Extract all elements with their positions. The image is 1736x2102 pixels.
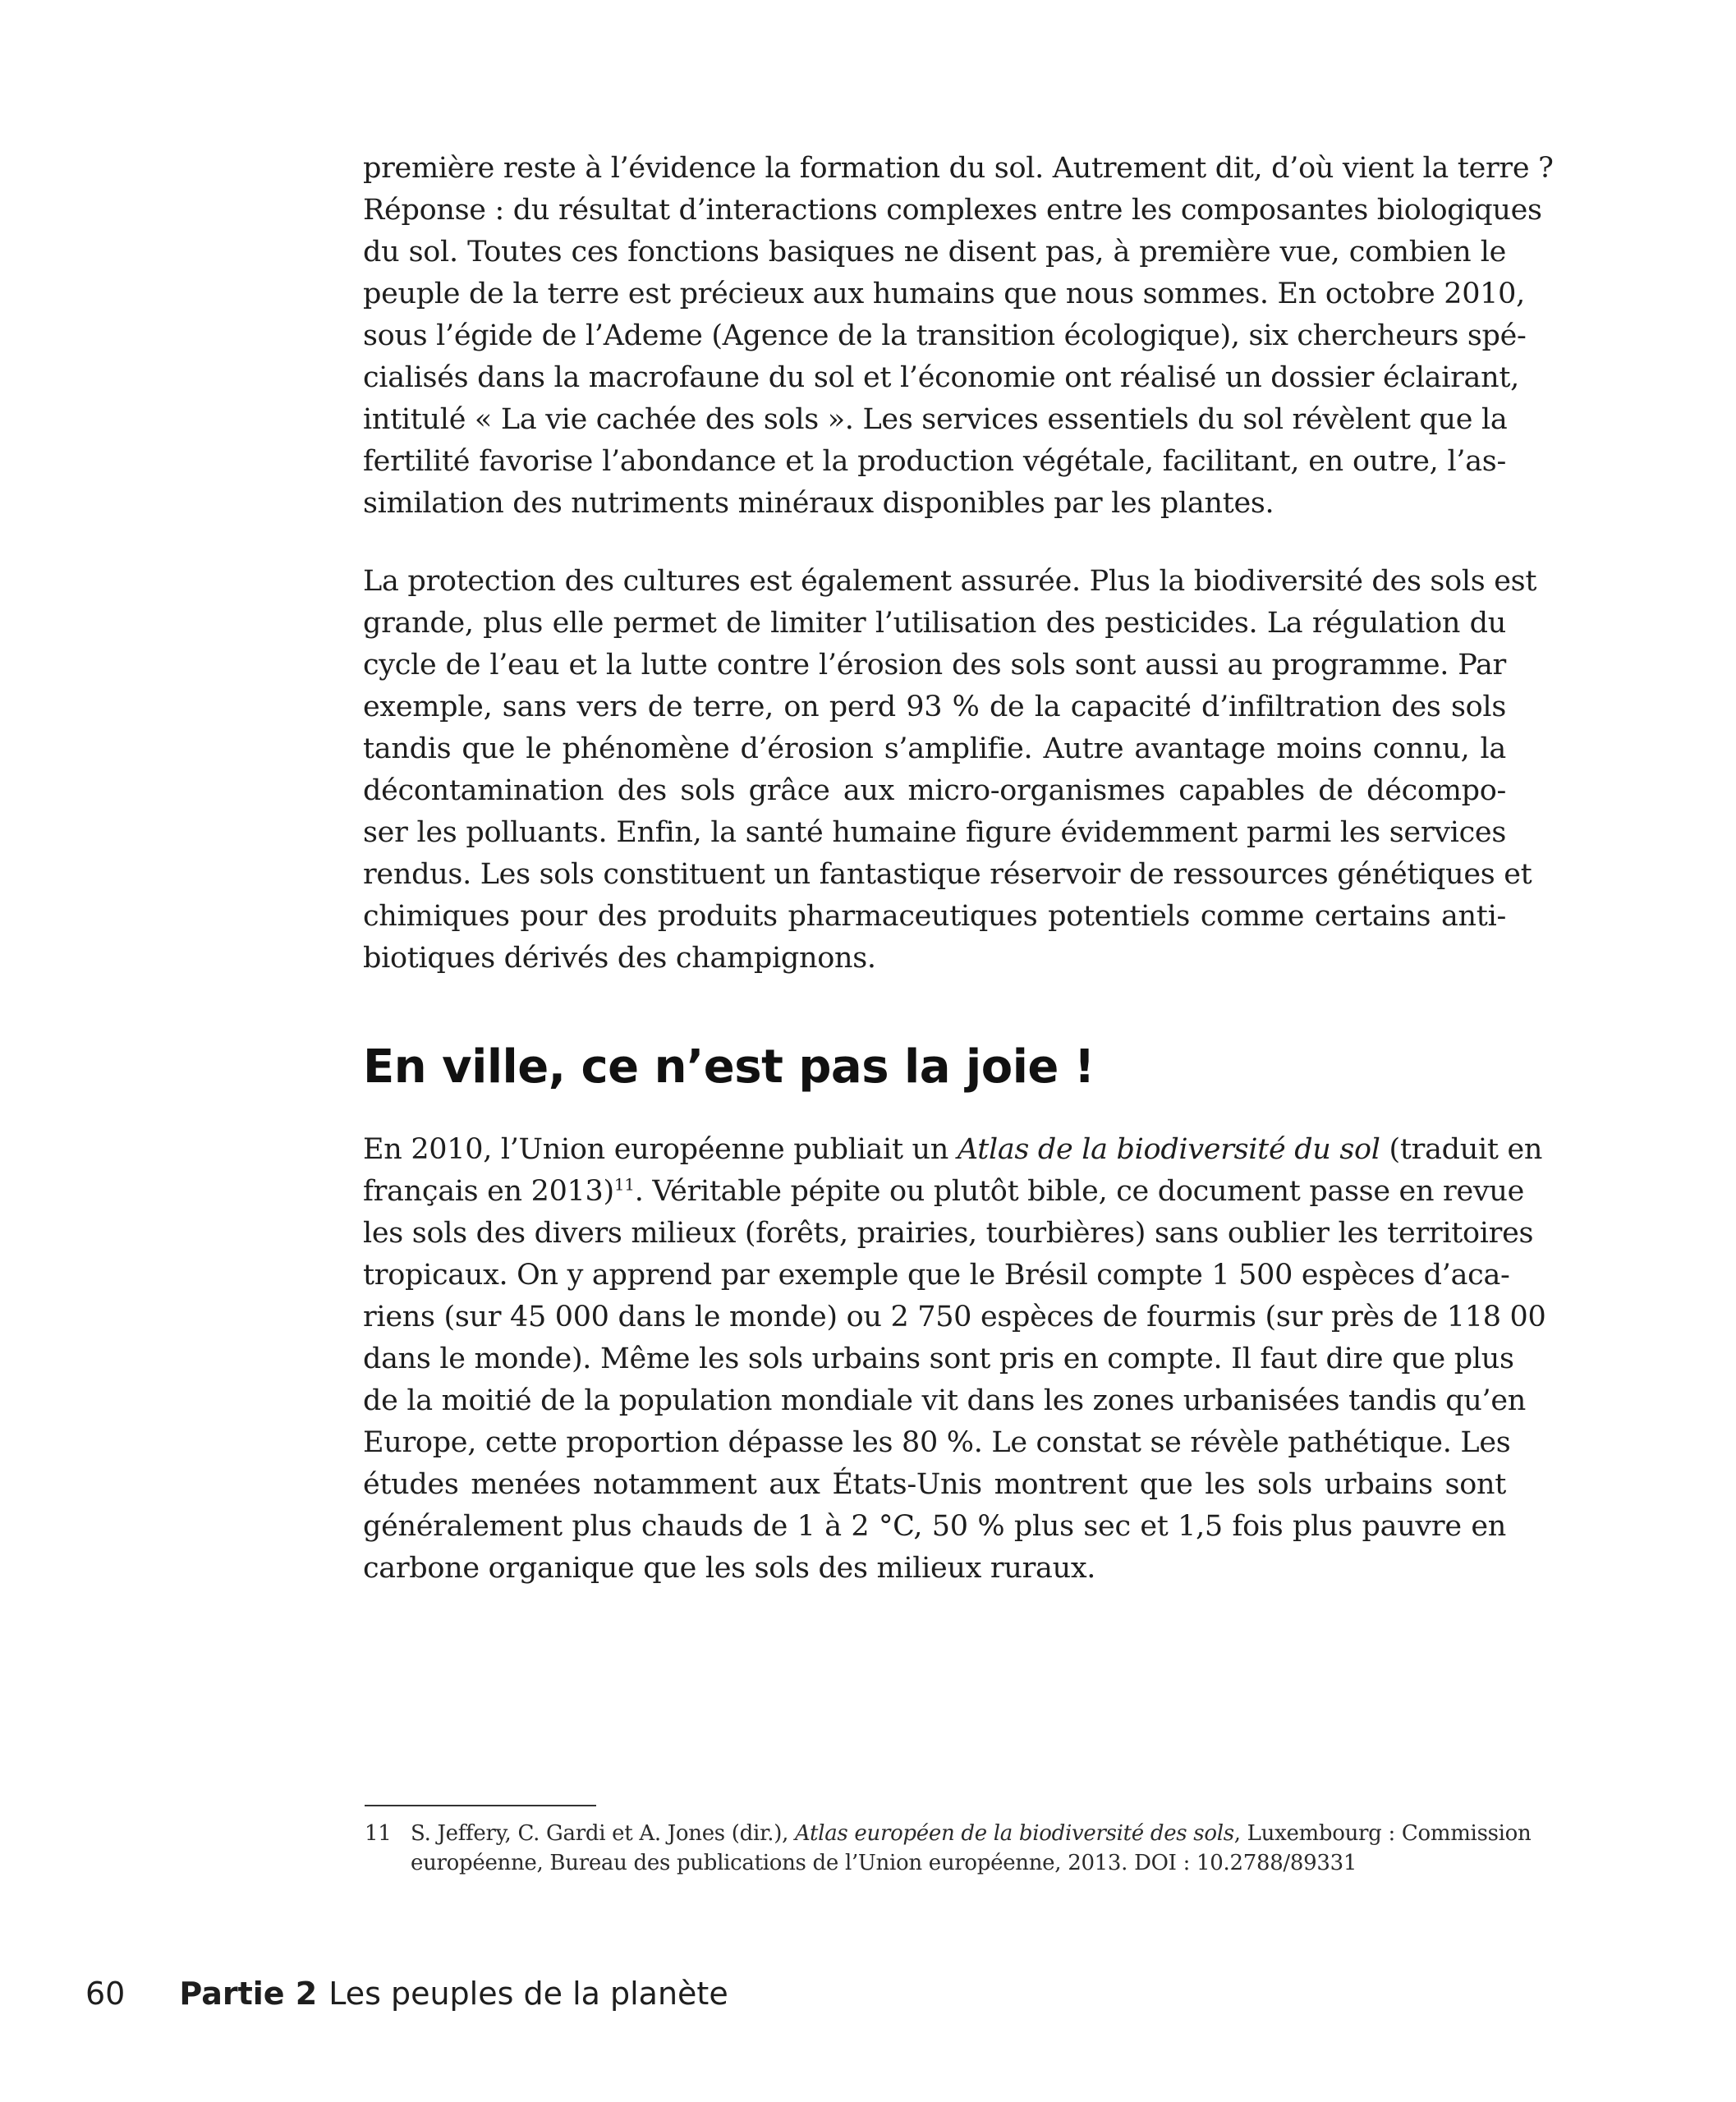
section-heading: En ville, ce n’est pas la joie !: [363, 1040, 1095, 1094]
text-line: cycle de l’eau et la lutte contre l’érosion des sols sont aussi au programme. Par: [363, 649, 1506, 682]
text-line: La protection des cultures est également assurée. Plus la biodiversité des sols est: [363, 565, 1537, 598]
text-run: S. Jeffery, C. Gardi et A. Jones (dir.),: [411, 1821, 796, 1846]
text-line: riens (sur 45 000 dans le monde) ou 2 750 espèces de fourmis (sur près de 118 00: [363, 1301, 1546, 1333]
text-run: (traduit en: [1380, 1133, 1543, 1166]
text-line: cialisés dans la macrofaune du sol et l’économie ont réalisé un dossier éclairant,: [363, 361, 1519, 394]
footnote-reference[interactable]: 11: [613, 1174, 635, 1195]
text-line: [363, 1129, 1543, 1171]
footnote-divider: [365, 1805, 596, 1806]
text-line: dans le monde). Même les sols urbains sont pris en compte. Il faut dire que plus: [363, 1342, 1514, 1375]
footnote-text: [411, 1819, 1532, 1878]
text-line: les sols des divers milieux (forêts, prairies, tourbières) sans oublier les territoires: [363, 1217, 1534, 1250]
book-title: Atlas de la biodiversité du sol: [957, 1133, 1380, 1166]
text-line: fertilité favorise l’abondance et la production végétale, facilitant, en outre, l’as-: [363, 445, 1506, 478]
footnote-number: 11: [365, 1821, 392, 1846]
text-line: du sol. Toutes ces fonctions basiques ne disent pas, à première vue, combien le: [363, 236, 1506, 268]
text-run: français en 2013): [363, 1175, 614, 1208]
text-line: études menées notamment aux États-Unis montrent que les sols urbains sont: [363, 1468, 1506, 1501]
text-run: . Véritable pépite ou plutôt bible, ce document passe en revue: [634, 1175, 1525, 1208]
text-line: grande, plus elle permet de limiter l’utilisation des pesticides. La régulation du: [363, 607, 1506, 640]
text-line: peuple de la terre est précieux aux humains que nous sommes. En octobre 2010,: [363, 278, 1525, 310]
text-line: Réponse : du résultat d’interactions complexes entre les composantes biologiques: [363, 194, 1542, 227]
footnote: [365, 1819, 1532, 1878]
text-line: sous l’égide de l’Ademe (Agence de la transition écologique), six chercheurs spé-: [363, 319, 1527, 352]
book-title: Atlas européen de la biodiversité des sols: [795, 1821, 1234, 1846]
text-line: tropicaux. On y apprend par exemple que le Brésil compte 1 500 espèces d’aca-: [363, 1259, 1510, 1292]
text-line: exemple, sans vers de terre, on perd 93 % de la capacité d’infiltration des sols: [363, 691, 1506, 723]
text-line: [363, 1171, 1525, 1213]
text-line: similation des nutriments minéraux disponibles par les plantes.: [363, 487, 1274, 520]
text-line: carbone organique que les sols des milieux ruraux.: [363, 1552, 1096, 1585]
text-line: Europe, cette proportion dépasse les 80 %. Le constat se révèle pathétique. Les: [363, 1426, 1511, 1459]
text-line: généralement plus chauds de 1 à 2 °C, 50 % plus sec et 1,5 fois plus pauvre en: [363, 1510, 1506, 1543]
text-line: de la moitié de la population mondiale vit dans les zones urbanisées tandis qu’en: [363, 1384, 1527, 1417]
text-line: chimiques pour des produits pharmaceutiques potentiels comme certains anti-: [363, 900, 1506, 933]
text-line: biotiques dérivés des champignons.: [363, 942, 876, 975]
text-line: tandis que le phénomène d’érosion s’amplifie. Autre avantage moins connu, la: [363, 732, 1506, 765]
page-number: 60: [85, 1976, 126, 2012]
footnote-line: [411, 1819, 1532, 1848]
text-line: décontamination des sols grâce aux micro-organismes capables de décompo-: [363, 774, 1506, 807]
text-column: [363, 148, 1554, 1590]
text-line: première reste à l’évidence la formation du sol. Autrement dit, d’où vient la terre ?: [363, 152, 1554, 185]
text-line: ser les polluants. Enfin, la santé humaine figure évidemment parmi les services: [363, 816, 1506, 849]
text-line: rendus. Les sols constituent un fantastique réservoir de ressources génétiques et: [363, 858, 1532, 891]
text-line: intitulé « La vie cachée des sols ». Les services essentiels du sol révèlent que la: [363, 403, 1508, 436]
page-footer: [85, 1973, 728, 2014]
paragraph-1: [363, 148, 1554, 525]
paragraph-3: [363, 1129, 1546, 1590]
text-run: , Luxembourg : Commission: [1233, 1821, 1532, 1846]
text-run: En 2010, l’Union européenne publiait un: [363, 1133, 958, 1166]
part-title: Les peuples de la planète: [328, 1976, 728, 2012]
footnote-line: européenne, Bureau des publications de l’Union européenne, 2013. DOI : 10.2788/89331: [411, 1851, 1357, 1875]
paragraph-2: [363, 561, 1537, 980]
paragraph-gap: [363, 525, 1506, 561]
part-label: Partie 2: [179, 1976, 318, 2012]
